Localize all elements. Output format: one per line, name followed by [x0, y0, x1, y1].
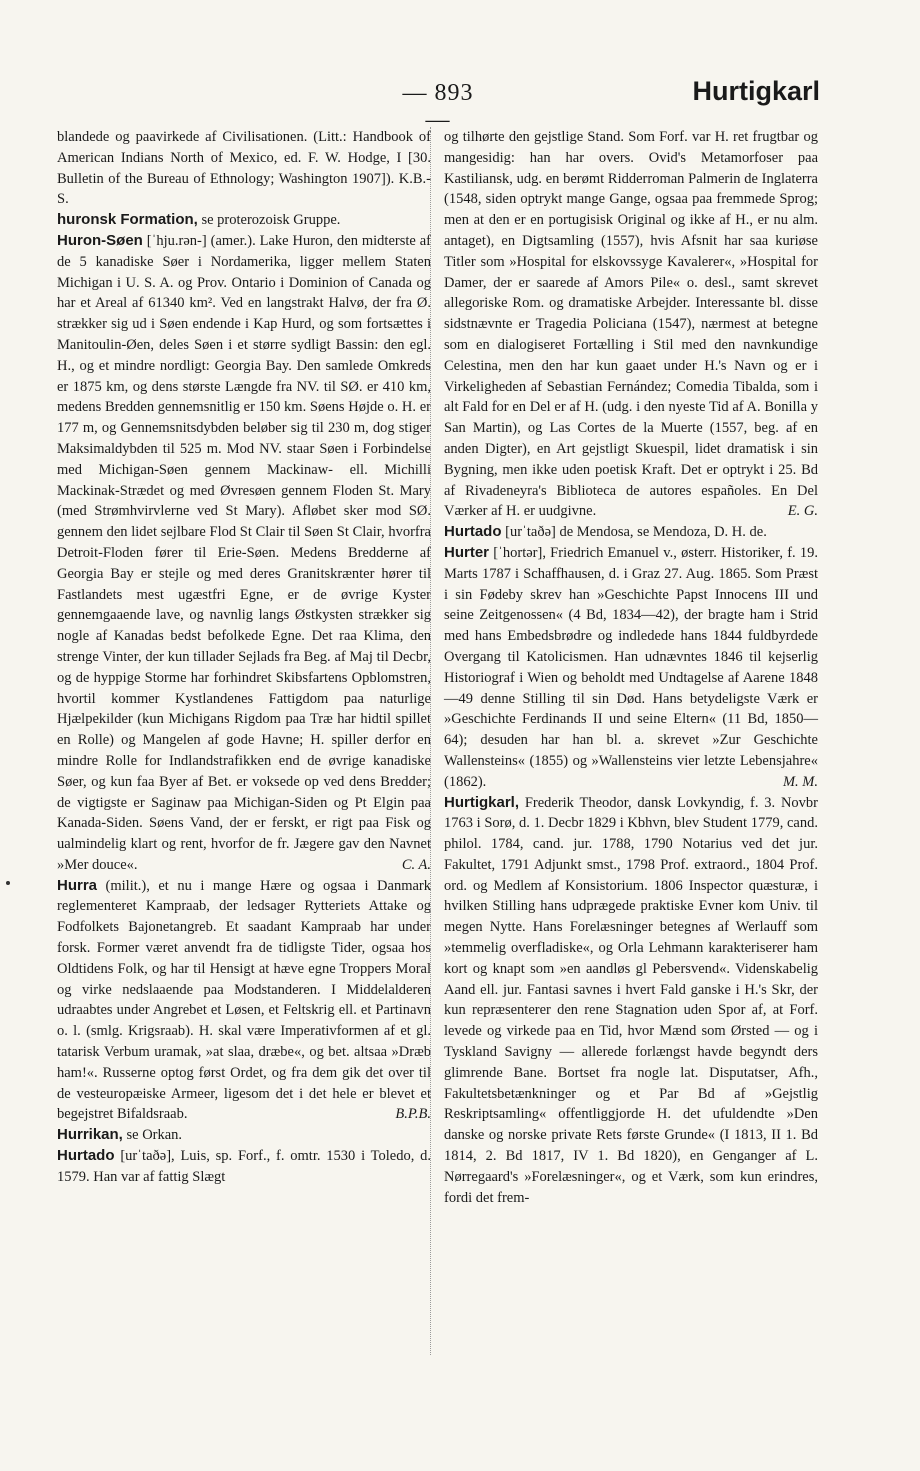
entry-headword: Hurra	[57, 876, 98, 894]
entry-paragraph	[57, 1146, 431, 1188]
entry-text: Frederik Theodor, dansk Lovkyndig, f. 3. Novbr 1763 i Sorø, d. 1. Decbr 1829 i Kbhvn, blev Student 1779, cand. philol. 1784, cand. jur. 1788, 1790 Notarius ved det jur. Fakultet, 1791 Adjunkt smst., 1798 Prof. extraord., 1804 Prof. ord. og Medlem af Konsistorium. 1806 Inspector quæsturæ, i hvilken Stilling hans udprægede praktiske Evner kom Univ. til megen Nytte. Hans Forelæsninger betegnes af Werlauff som »temmelig overfladiske«, og Orla Lehmann karakteriserer ham kort og knapt som »en aandløs gl Pebersvend«. Videnskabelig Aand ell. jur. Fantasi savnes i hvert Fald ganske i H.'s Skr, der kun repræsenterer den rene Stagnation uden Spor af, at Forf. levede og virkede paa en Tid, hvor Mænd som Ørsted — og i Tyskland Savigny — allerede forlængst havde begyndt ders glimrende Bane. Bortset fra nogle lat. Disputatser, Afh., Fakultetsbetænkninger og et Par Bd af »Gejstlig Reskriptsamling« offentliggjorde H. det ufuldendte »Den danske og norske private Rets første Grunde« (I 1813, II 1. Bd 1814, 2. Bd 1817, IV 1. Bd 1820), en Genganger af L. Nørregaard's »Forelæsninger«, og et Værk, som kun erindres, fordi det frem-	[444, 794, 819, 1206]
entry-headword: huronsk Formation,	[57, 211, 198, 229]
entry-text: [urˈtaðə] de Mendosa, se Mendoza, D. H. de.	[505, 524, 767, 541]
entry-signature: C. A.	[401, 856, 431, 873]
entry-signature: B.P.B.	[395, 1106, 431, 1123]
entry-headword: Hurter	[444, 543, 490, 561]
entry-text: se proterozoisk Gruppe.	[201, 212, 341, 229]
entry-paragraph	[444, 543, 818, 793]
column-divider	[430, 127, 431, 1355]
entry-text: og tilhørte den gejstlige Stand. Som Forf. var H. ret frugtbar og mangesidig: han har overs. Ovid's Metamorfoser paa Kastiliansk, udg. en berømt Ridderroman Palmerin de Inglaterra (1548, siden optrykt mange Gange, ogsaa paa fremmede Sprog; men at den er en portugisisk Original og ikke af H., er nu alm. antaget), en Digtsamling (1557), hvis Afsnit har saa kuriøse Titler som »Hospital for elskovssyge Kavalerer«, »Hospital for Damer, der er saarede af Amors Pile« o. desl., samt skrevet allegoriske Rom. og dramatiske Arbejder. Interessante bl. disse sidstnævnte er Tragedia Policiana (1547), nærmest at betegne som en dialogiseret Fortælling i Stil med den navnkundige Celestina, men den har kun gaaet under H.'s Navn og er i Virkeligheden af Sebastian Fernández; Comedia Tibalda, som i alt Fald for en Del er af H. (udg. i den nyeste Tid af A. Bonilla y San Martin), og Las Cortes de la Muerte (1557, beg. af en anden Digter), en Art gejstligt Skuespil, lidet dramatisk i sin Bygning, men ikke uden poetisk Kraft. Det er optrykt i 25. Bd af Rivadeneyra's Biblioteca de autores españoles. En Del Værker af H. er uudgivne.	[444, 129, 818, 520]
entry-paragraph	[57, 876, 431, 1126]
entry-paragraph	[57, 210, 431, 231]
right-column	[444, 127, 818, 1208]
entry-text: [ˈhju.rən-] (amer.). Lake Huron, den midterste af de 5 kanadiske Søer i Nordamerika, ligger mellem Staten Michigan i U. S. A. og Prov. Ontario i Dominion of Canada og har et Areal af 61340 km². Ved en langstrakt Halvø, der fra Ø. strækker sig ud i Søen endende i Kap Hurd, og som fortsættes i Manitoulin-Øen, deles Søen i et større sydligt Bassin: den egl. H., og et mindre nordligt: Georgia Bay. Den samlede Omkreds er 1875 km, og dens største Længde fra NV. til SØ. er 410 km, medens Bredden gennemsnitlig er 150 km. Søens Højde o. H. er 177 m, og Gennemsnitsdybden beløber sig til 230 m, dog stiger Maksimaldybden til 525 m. Mod NV. staar Søen i Forbindelse med Michigan-Søen gennem Mackinaw- ell. Michilli Mackinak-Strædet og med Øvresøen gennem Floden St. Mary (med Strømhvirvlerne ved St Mary). Afløbet sker mod SØ. gennem den lidet sejlbare Flod St Clair til Søen St Clair, hvorfra Detroit-Floden fører til Erie-Søen. Medens Bredderne af Georgia Bay er stejle og med deres Granitskrænter hører til Fastlandets mest ugæstfri Egne, er de øvrige Kyster gennemgaaende lave, og navnlig langs Østkysten strækker sig nogle af Kanadas bedst befolkede Egne. Det raa Klima, den strenge Vinter, der kun tillader Sejlads fra Beg. af Maj til Decbr, og de hyppige Storme har forhindret Skibsfartens Opblomstren, hvortil kommer Kystlandenes Fattigdom paa naturlige Hjælpekilder (kun Michigans Rigdom paa Træ har hidtil spillet en Rolle) og Mangelen af gode Havne; H. spiller derfor en mindre Rolle for Indlandstrafikken end de øvrige kanadiske Søer, og kun faa Byer af Bet. er voksede op ved dens Bredder; de vigtigste er Saginaw paa Michigan-Siden og Pt Elgin paa Kanada-Siden. Søens Vand, der er ferskt, er rigt paa Fisk og ualmindelig klart og rent, hvorfor de fr. Jægere gav den Navnet »Mer douce«.	[57, 232, 431, 873]
entry-headword: Hurrikan,	[57, 1126, 123, 1144]
page-header	[0, 0, 920, 133]
entry-text: se Orkan.	[126, 1127, 183, 1144]
entry-headword: Hurtado	[444, 523, 502, 541]
running-head: Hurtigkarl	[692, 76, 820, 106]
entry-paragraph	[57, 127, 431, 210]
entry-signature: E. G.	[787, 503, 818, 520]
entry-text: (milit.), et nu i mange Hære og ogsaa i Danmark reglementeret Kampraab, der ledsager Rytteriets Attake og Fodfolkets Bajonetangreb. Et saadant Kampraab har under forsk. Former været anvendt fra de tidligste Tider, ogsaa hos Oldtidens Folk, og har til Hensigt at hæve egne Troppers Moral og virke nedslaaende paa Modstanderen. I Middelalderen udraabtes under Angrebet et Løsen, et Feltskrig ell. et Partinavn o. l. (smlg. Krigsraab). H. skal være Imperativformen af et gl. tatarisk Verbum uramak, »at slaa, dræbe«, og bet. altsaa »Dræb ham!«. Russerne optog først Ordet, og fra dem gik det over til de vesteuropæiske Armeer, ligesom det i det hele er blevet et begejstret Bifaldsraab.	[57, 877, 432, 1123]
entry-text: blandede og paavirkede af Civilisationen. (Litt.: Handbook of American Indians North of Mexico, ed. F. W. Hodge, I [30. Bulletin of the Bureau of Ethnology; Washington 1907]). K.B.-S.	[57, 129, 431, 208]
entry-paragraph	[444, 522, 818, 543]
entry-text: [urˈtaðə], Luis, sp. Forf., f. omtr. 1530 i Toledo, d. 1579. Han var af fattig Slægt	[57, 1148, 431, 1185]
entry-paragraph	[444, 127, 818, 522]
left-column	[57, 127, 431, 1188]
entry-headword: Hurtigkarl,	[444, 793, 520, 811]
entry-paragraph	[57, 1125, 431, 1146]
entry-text: [ˈhortər], Friedrich Emanuel v., østerr. Historiker, f. 19. Marts 1787 i Schaffhausen, d. i Graz 27. Aug. 1865. Som Præst i sin Fødeby skrev han »Geschichte Papst Innocens III und seine Zeitgenossen« (4 Bd, 1834—42), der bragte ham i Strid med hans Embedsbrødre og indledede hans 1844 fuldbyrdede Overgang til Katolicismen. Han udnævntes 1846 til kejserlig Historiograf i Wien og beholdt med Undtagelse af Aarene 1848—49 denne Stilling til sin Død. Hans betydeligste Værk er »Geschichte Ferdinands II und seine Eltern« (11 Bd, 1850—64); desuden har han bl. a. skrevet »Zur Geschichte Wallensteins« (1855) og »Wallensteins vier letzte Lebensjahre« (1862).	[444, 544, 818, 790]
margin-mark	[6, 881, 10, 885]
entry-headword: Huron-Søen	[57, 231, 143, 249]
entry-paragraph	[444, 793, 818, 1209]
entry-paragraph	[57, 231, 431, 876]
page-number: — 893 —	[402, 80, 474, 133]
entry-signature: M. M.	[782, 773, 818, 790]
entry-headword: Hurtado	[57, 1147, 115, 1165]
